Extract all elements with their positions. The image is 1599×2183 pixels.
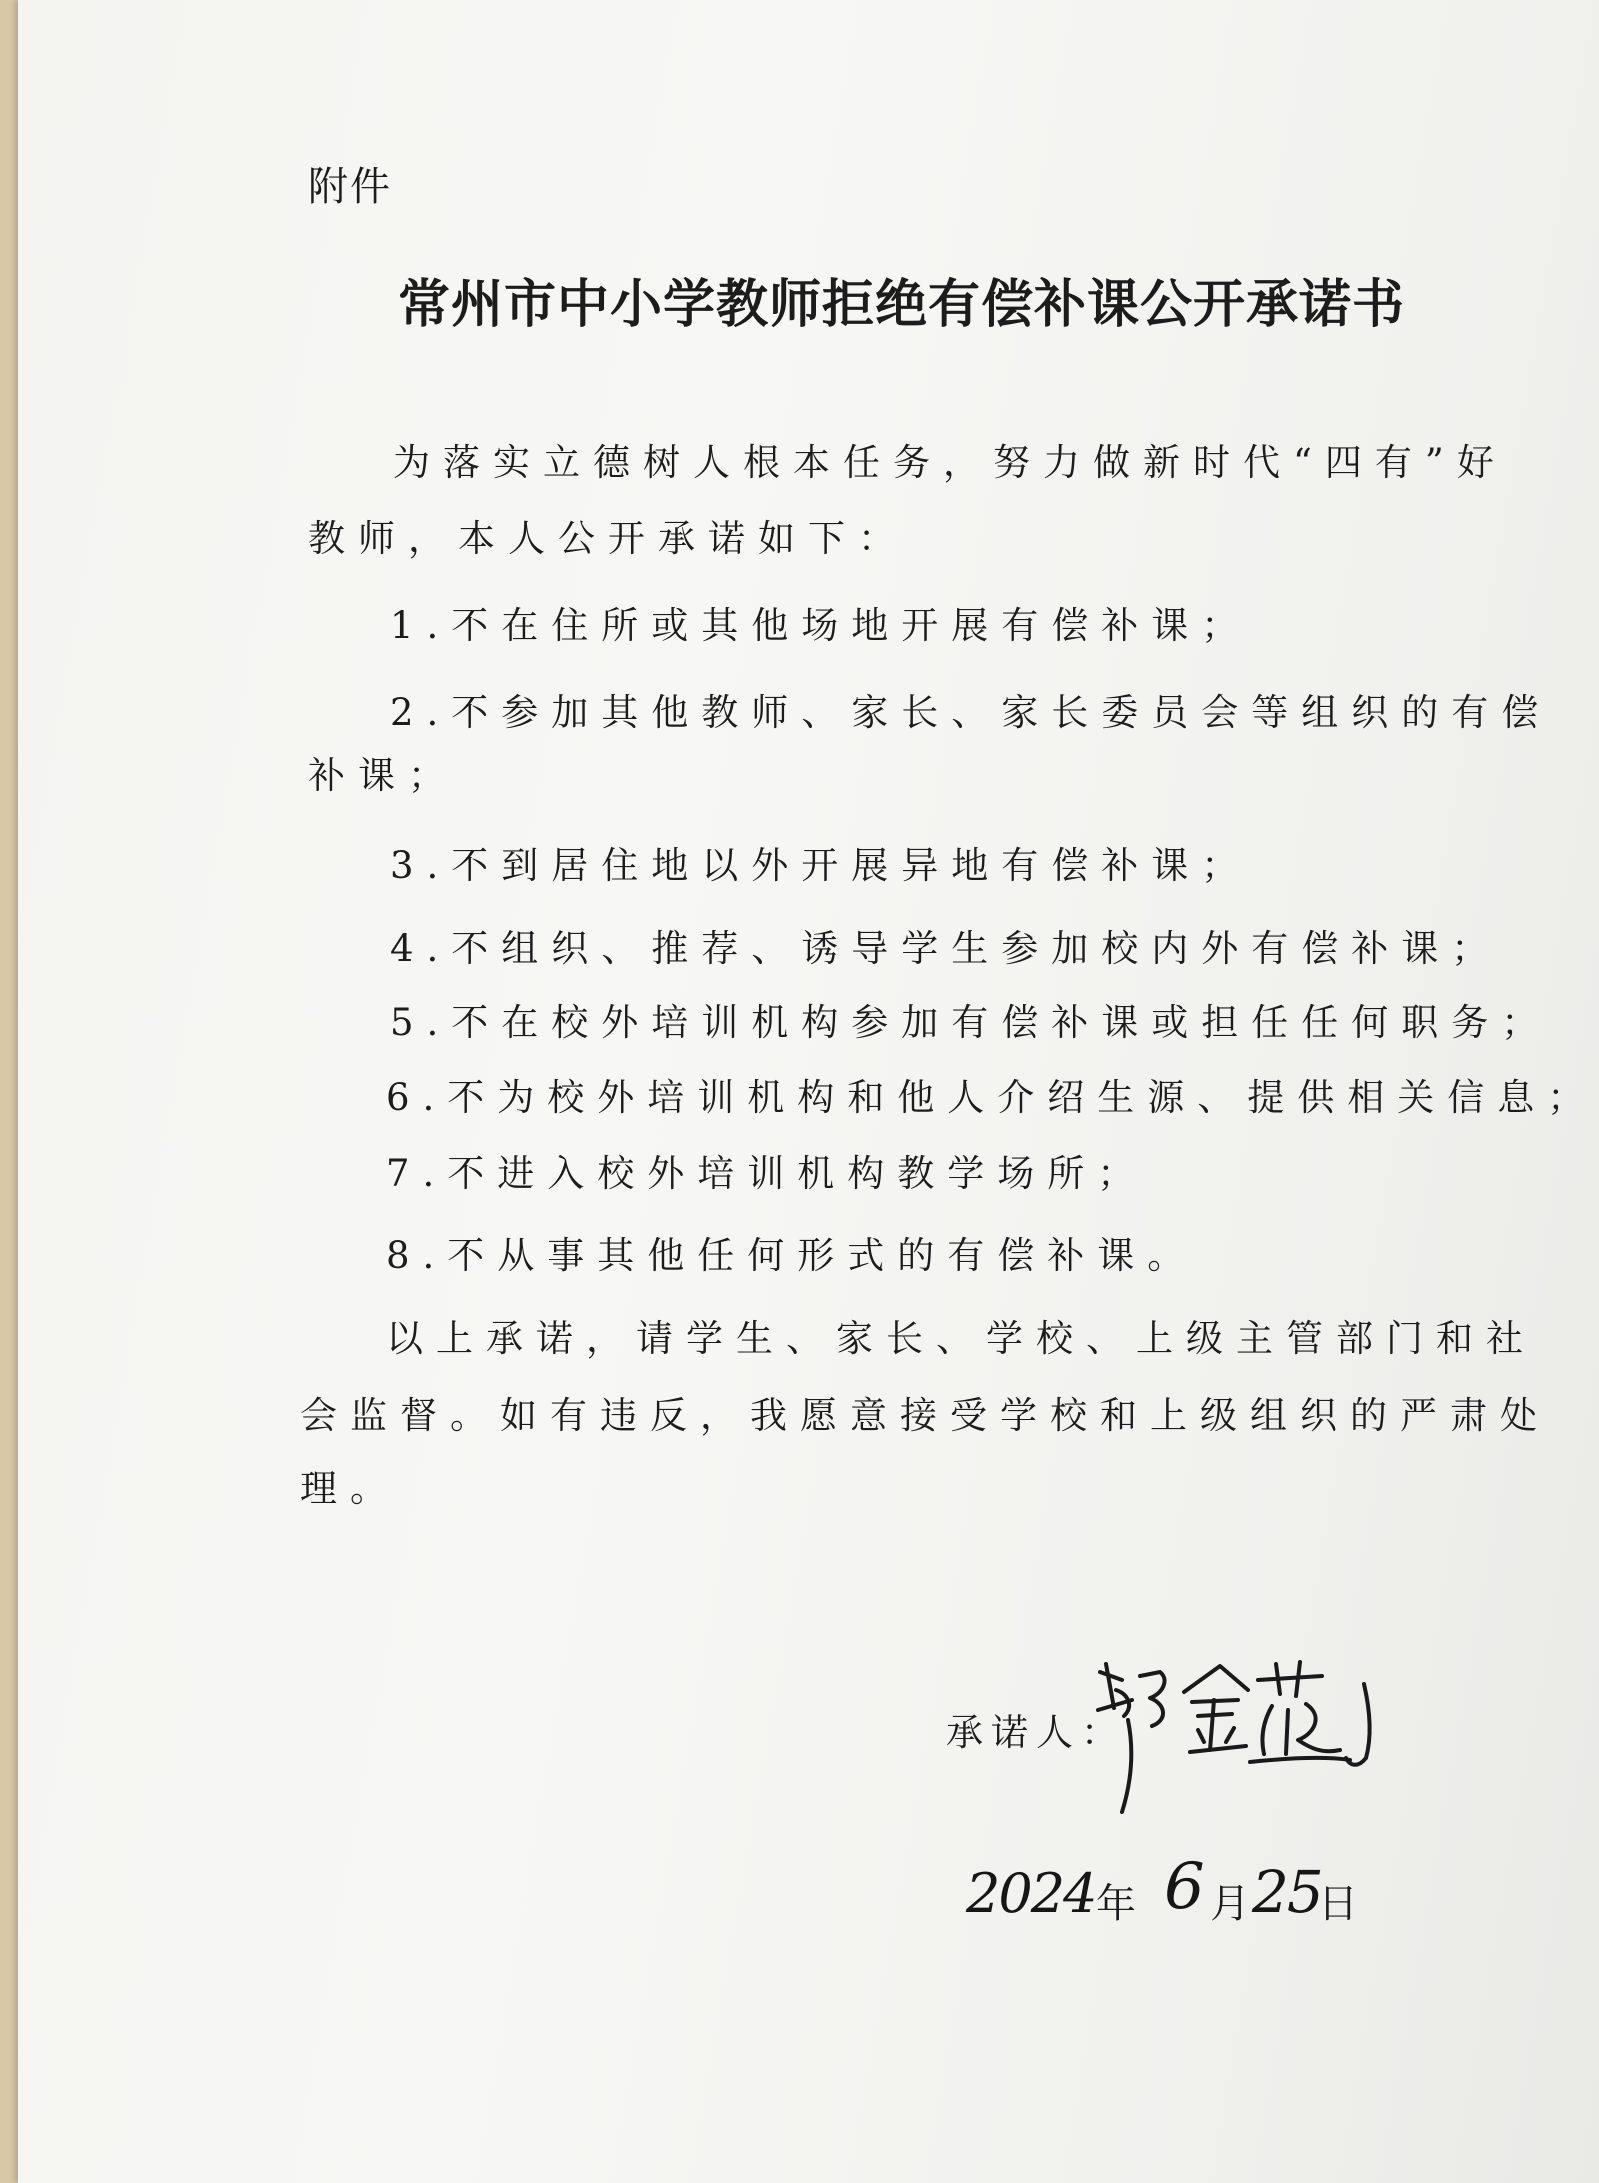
commitment-item: 3.不到居住地以外开展异地有偿补课； xyxy=(390,844,1252,887)
commitment-item: 6.不为校外培训机构和他人介绍生源、提供相关信息； xyxy=(386,1076,1598,1119)
commitment-item: 8.不从事其他任何形式的有偿补课。 xyxy=(386,1234,1198,1277)
body-line: 补课； xyxy=(308,754,458,797)
body-line: 为落实立德树人根本任务，努力做新时代“四有”好 xyxy=(393,441,1507,484)
body-line: 理。 xyxy=(300,1467,400,1510)
body-line: 会监督。如有违反，我愿意接受学校和上级组织的严肃处 xyxy=(300,1394,1550,1437)
date-day: 25 xyxy=(1252,1858,1322,1926)
document-title: 常州市中小学教师拒绝有偿补课公开承诺书 xyxy=(398,274,1406,335)
handwritten-signature xyxy=(1088,1650,1388,1820)
date-month: 6 xyxy=(1164,1850,1203,1924)
body-line: 教师，本人公开承诺如下： xyxy=(308,517,908,560)
commitment-item: 7.不进入校外培训机构教学场所； xyxy=(386,1152,1148,1195)
commitment-item: 5.不在校外培训机构参加有偿补课或担任任何职务； xyxy=(390,1001,1552,1044)
commitment-item: 4.不组织、推荐、诱导学生参加校内外有偿补课； xyxy=(390,927,1502,970)
signature-date xyxy=(966,1840,1366,1950)
commitment-item: 1.不在住所或其他场地开展有偿补课； xyxy=(390,604,1252,647)
body-line: 以上承诺，请学生、家长、学校、上级主管部门和社 xyxy=(386,1317,1536,1360)
date-year-unit: 年 xyxy=(1096,1881,1136,1927)
date-year: 2024 xyxy=(966,1862,1096,1925)
date-day-unit: 日 xyxy=(1318,1881,1358,1927)
date-month-unit: 月 xyxy=(1210,1881,1250,1927)
attachment-label: 附件 xyxy=(308,164,392,210)
signer-label: 承诺人： xyxy=(946,1711,1126,1754)
commitment-item: 2.不参加其他教师、家长、家长委员会等组织的有偿 xyxy=(390,691,1552,734)
document-page xyxy=(18,0,1599,2183)
